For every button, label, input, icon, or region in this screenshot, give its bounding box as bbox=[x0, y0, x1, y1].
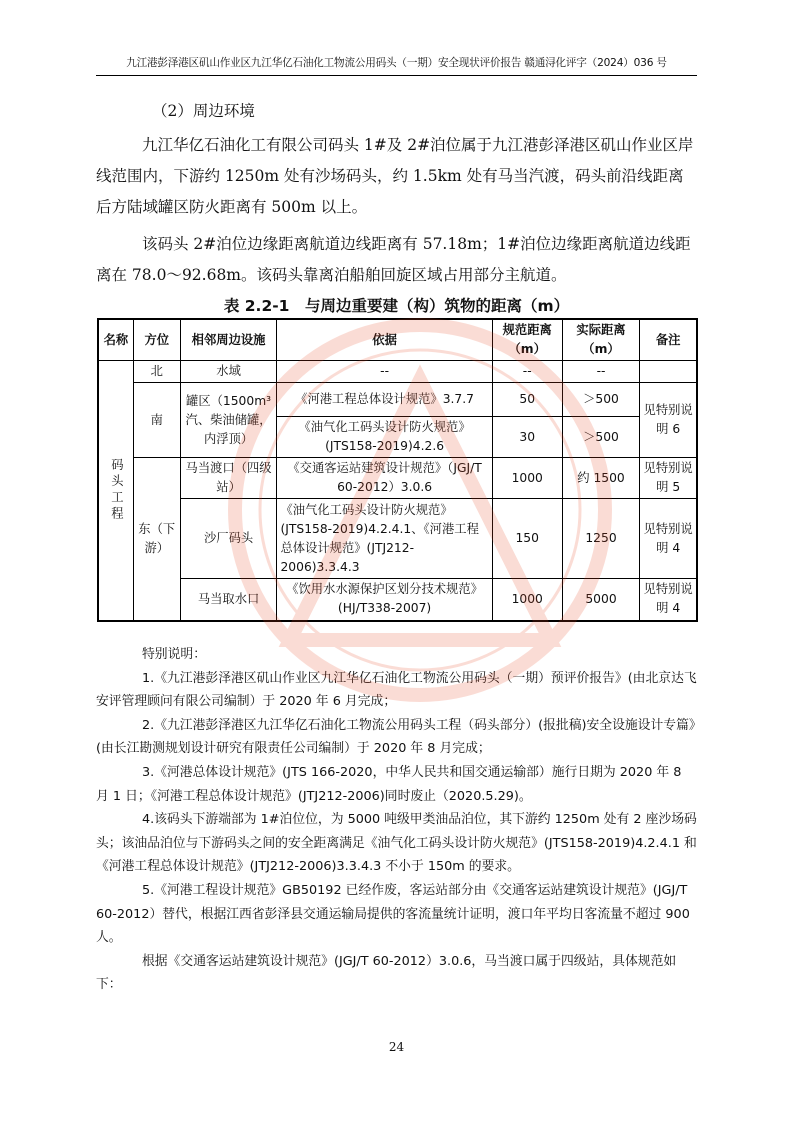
table-header-row bbox=[98, 319, 697, 361]
table-cell: -- bbox=[562, 361, 640, 383]
table-cell: 50 bbox=[492, 383, 562, 417]
table-cell: 见特别说明 6 bbox=[640, 383, 697, 458]
table-cell: -- bbox=[277, 361, 492, 383]
table-cell: 1250 bbox=[562, 499, 640, 579]
note-item: 1.《九江港彭泽港区矶山作业区九江华亿石油化工物流公用码头（一期）预评价报告》(由北京达飞安评管理顾问有限公司编制）于 2020 年 6 月完成； bbox=[96, 670, 697, 710]
table-cell: 马当渡口（四级站） bbox=[180, 458, 277, 499]
note-item: 3.《河港总体设计规范》(JTS 166-2020，中华人民共和国交通运输部）施行日期为 2020 年 8 月 1 日；《河港工程总体设计规范》(JTJ212-2006)同时废止（2020.5.29)。 bbox=[96, 764, 682, 804]
table-cell: ＞500 bbox=[562, 383, 640, 417]
table-cell: 《油气化工码头设计防火规范》(JTS158-2019)4.2.6 bbox=[277, 417, 492, 458]
table-header: 备注 bbox=[640, 319, 697, 361]
table-cell bbox=[640, 361, 697, 383]
table-cell: 1000 bbox=[492, 579, 562, 621]
paragraph-channel-distance: 该码头 2#泊位边缘距离航道边线距离有 57.18m；1#泊位边缘距离航道边线距离在 78.0～92.68m。该码头靠离泊船舶回旋区域占用部分主航道。 bbox=[96, 235, 691, 284]
table-cell: 《河港工程总体设计规范》3.7.7 bbox=[277, 383, 492, 417]
table-cell: 马当取水口 bbox=[180, 579, 277, 621]
table-header: 名称 bbox=[98, 319, 133, 361]
page-number: 24 bbox=[388, 1040, 405, 1054]
header-rule bbox=[96, 75, 697, 76]
table-header: 实际距离（m） bbox=[562, 319, 640, 361]
note-item: 2.《九江港彭泽港区九江华亿石油化工物流公用码头工程（码头部分）(报批稿)安全设施设计专篇》(由长江勘测规划设计研究有限责任公司编制）于 2020 年 8 月完成； bbox=[96, 717, 696, 757]
table-cell: 《油气化工码头设计防火规范》(JTS158-2019)4.2.4.1、《河港工程总体设计规范》(JTJ212-2006)3.3.4.3 bbox=[277, 499, 492, 579]
distance-table bbox=[97, 318, 698, 622]
table-row bbox=[98, 383, 697, 417]
table-cell: 北 bbox=[133, 361, 180, 383]
table-cell: 南 bbox=[133, 383, 180, 458]
table-cell: 《交通客运站建筑设计规范》（JGJ/T 60-2012）3.0.6 bbox=[277, 458, 492, 499]
table-row bbox=[98, 579, 697, 621]
paragraph-environment: 九江华亿石油化工有限公司码头 1#及 2#泊位属于九江港彭泽港区矶山作业区岸线范围内，下游约 1250m 处有沙场码头，约 1.5km 处有马当汽渡，码头前沿线距离后方陆域罐区防火距离有 500m 以上。 bbox=[96, 136, 694, 216]
table-cell: 约 1500 bbox=[562, 458, 640, 499]
table-cell: 150 bbox=[492, 499, 562, 579]
table-caption: 表 2.2-1 与周边重要建（构）筑物的距离（m） bbox=[223, 297, 570, 315]
table-cell: -- bbox=[492, 361, 562, 383]
notes-title: 特别说明： bbox=[142, 647, 206, 662]
page-header: 九江港彭泽港区矶山作业区九江华亿石油化工物流公用码头（一期）安全现状评价报告 赣通浔化评字（2024）036 号 bbox=[126, 57, 667, 69]
section-title: （2）周边环境 bbox=[152, 102, 255, 120]
table-cell: 沙厂码头 bbox=[180, 499, 277, 579]
table-header: 方位 bbox=[133, 319, 180, 361]
table-cell: 5000 bbox=[562, 579, 640, 621]
table-header: 依据 bbox=[277, 319, 492, 361]
table-cell: 水域 bbox=[180, 361, 277, 383]
table-cell: 1000 bbox=[492, 458, 562, 499]
table-cell: 罐区（1500m³汽、柴油储罐，内浮顶） bbox=[180, 383, 277, 458]
table-row bbox=[98, 458, 697, 499]
table-cell: 见特别说明 5 bbox=[640, 458, 697, 499]
special-notes bbox=[96, 643, 697, 997]
table-row bbox=[98, 499, 697, 579]
table-cell: ＞500 bbox=[562, 417, 640, 458]
table-cell: 《饮用水水源保护区划分技术规范》(HJ/T338-2007) bbox=[277, 579, 492, 621]
note-item: 5.《河港工程设计规范》GB50192 已经作废，客运站部分由《交通客运站建筑设计规范》(JGJ/T 60-2012）替代，根据江西省彭泽县交通运输局提供的客流量统计证明，渡口年平均日客流量不超过 900 人。 bbox=[96, 882, 690, 946]
table-header: 规范距离（m） bbox=[492, 319, 562, 361]
table-row bbox=[98, 361, 697, 383]
table-cell-group: 码头工程 bbox=[98, 361, 133, 621]
table-cell: 东（下游） bbox=[133, 458, 180, 621]
table-header: 相邻周边设施 bbox=[180, 319, 277, 361]
table-cell: 见特别说明 4 bbox=[640, 579, 697, 621]
table-cell: 30 bbox=[492, 417, 562, 458]
table-cell: 见特别说明 4 bbox=[640, 499, 697, 579]
note-item: 根据《交通客运站建筑设计规范》(JGJ/T 60-2012）3.0.6，马当渡口属于四级站，具体规范如下： bbox=[96, 953, 677, 993]
note-item: 4.该码头下游端部为 1#泊位位，为 5000 吨级甲类油品泊位，其下游约 1250m 处有 2 座沙场码头；该油品泊位与下游码头之间的安全距离满足《油气化工码头设计防火规范》(JTS158-2019)4.2.4.1 和《河港工程总体设计规范》(JTJ212-2006)3.3.4.3 不小于 150m 的要求。 bbox=[96, 812, 697, 875]
